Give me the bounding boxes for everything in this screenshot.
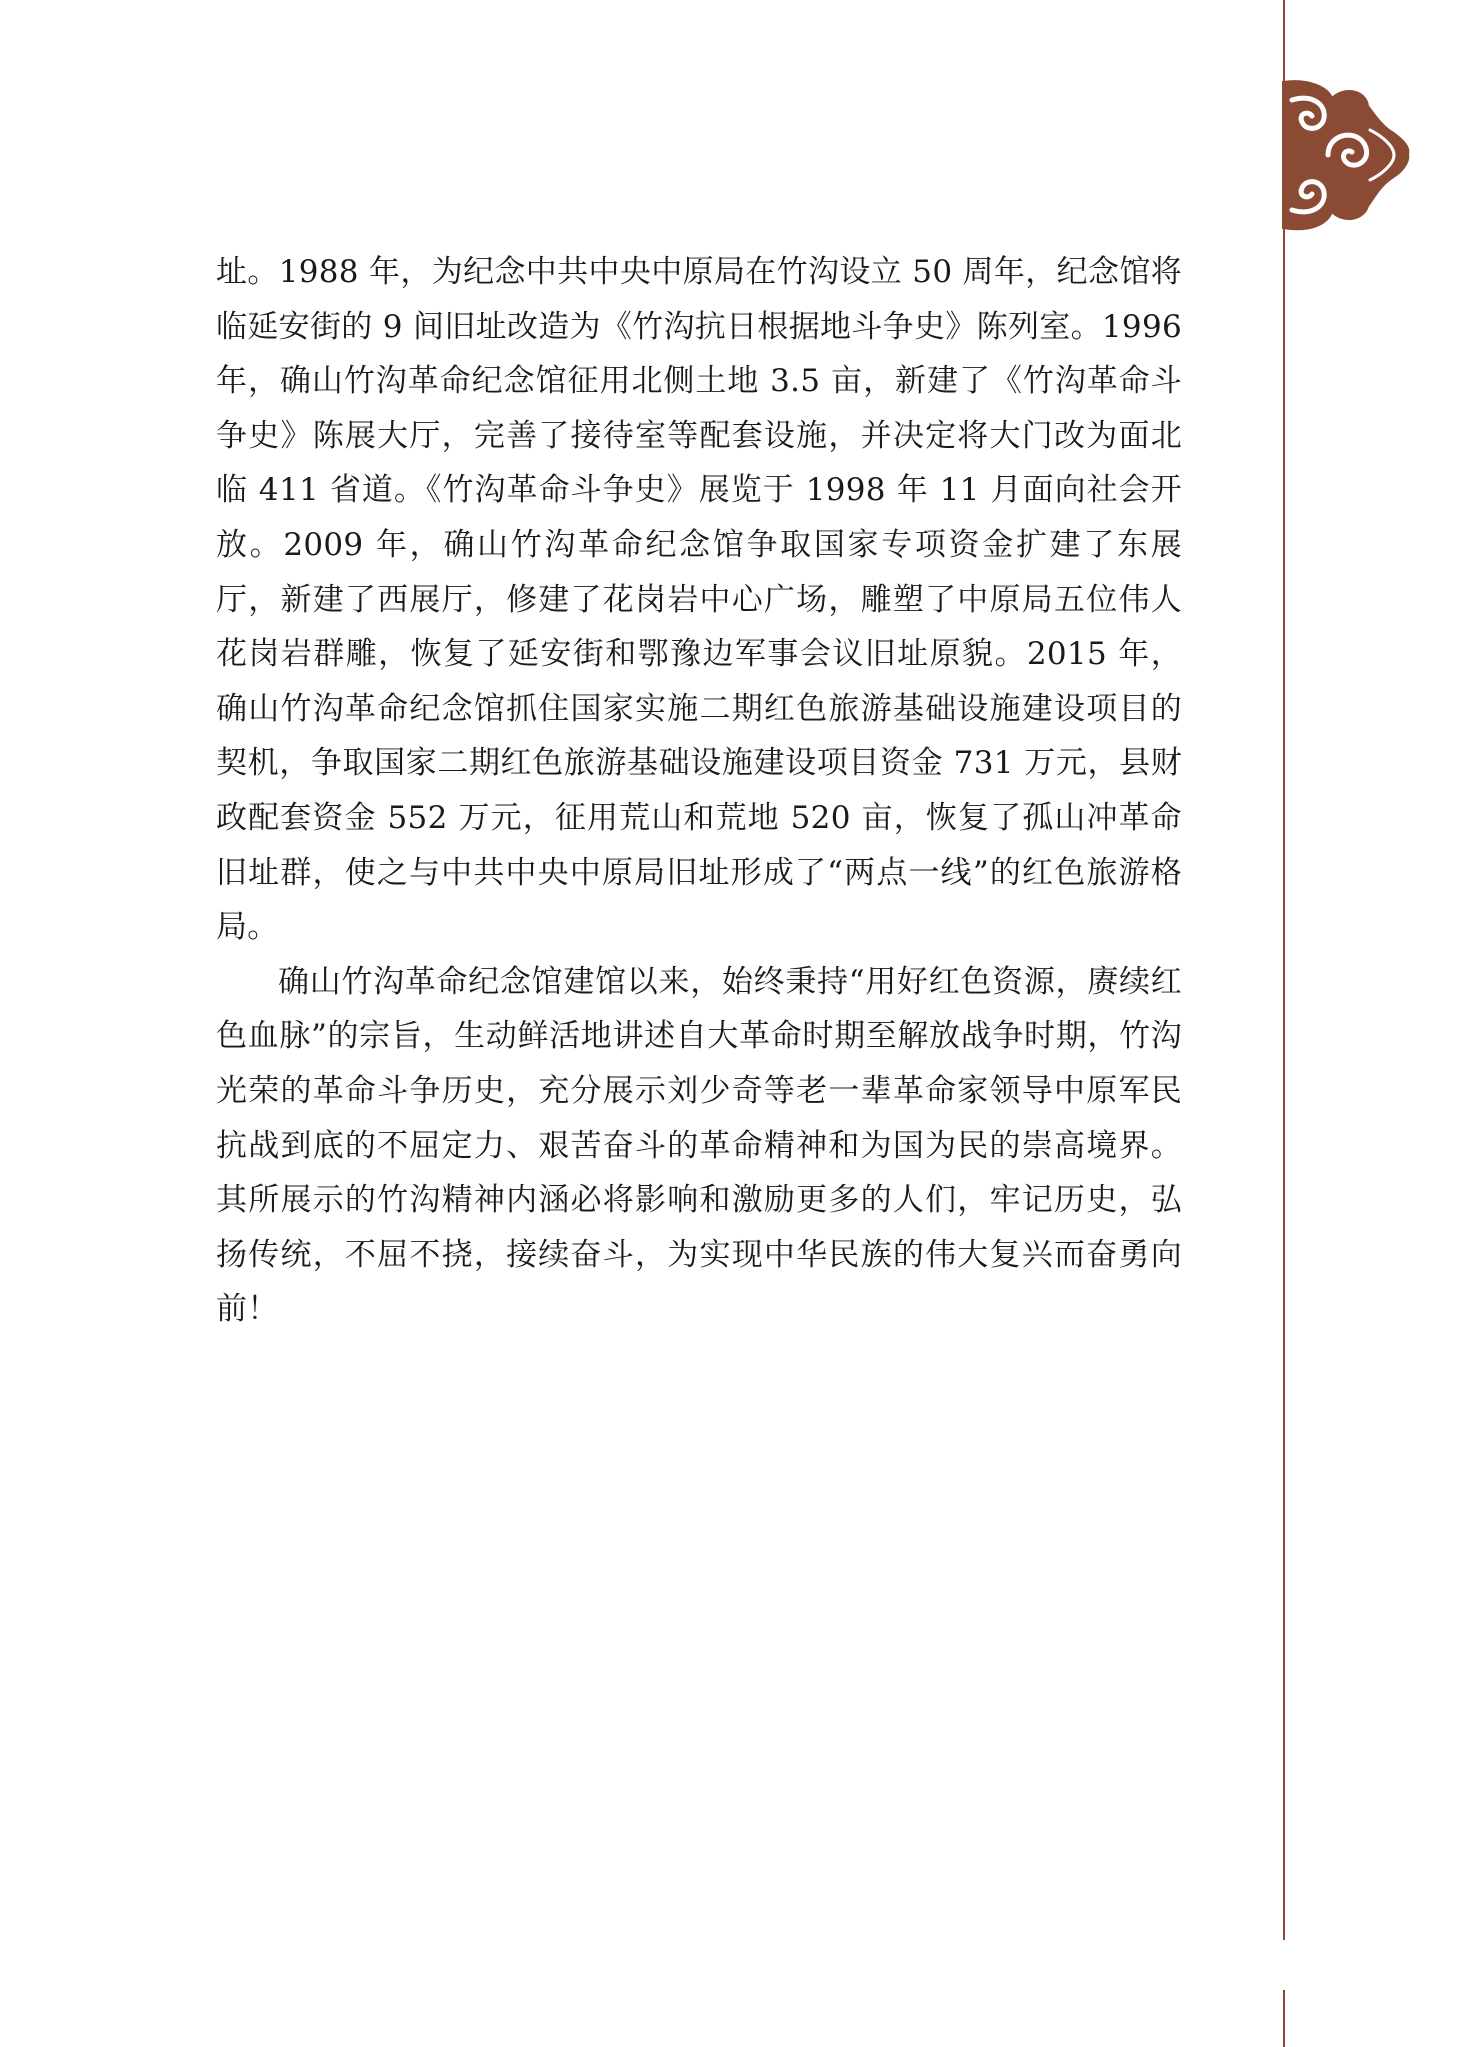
margin-rule-lower	[1283, 1990, 1285, 2047]
paragraph: 确山竹沟革命纪念馆建馆以来，始终秉持“用好红色资源，赓续红色血脉”的宗旨，生动鲜活地讲述自大革命时期至解放战争时期，竹沟光荣的革命斗争历史，充分展示刘少奇等老一辈革命家领导中原军民抗战到底的不屈定力、艰苦奋斗的革命精神和为国为民的崇高境界。其所展示的竹沟精神内涵必将影响和激励更多的人们，牢记历史，弘扬传统，不屈不挠，接续奋斗，为实现中华民族的伟大复兴而奋勇向前！	[216, 963, 1182, 1328]
cloud-scroll-icon	[1270, 70, 1420, 240]
body-text	[216, 245, 1182, 1337]
paragraph: 址。1988 年，为纪念中共中央中原局在竹沟设立 50 周年，纪念馆将临延安街的 9 间旧址改造为《竹沟抗日根据地斗争史》陈列室。1996 年，确山竹沟革命纪念馆征用北侧土地 3.5 亩，新建了《竹沟革命斗争史》陈展大厅，完善了接待室等配套设施，并决定将大门改为面北临 411 省道。《竹沟革命斗争史》展览于 1998 年 11 月面向社会开放。2009 年，确山竹沟革命纪念馆争取国家专项资金扩建了东展厅，新建了西展厅，修建了花岗岩中心广场，雕塑了中原局五位伟人花岗岩群雕，恢复了延安街和鄂豫边军事会议旧址原貌。2015 年，确山竹沟革命纪念馆抓住国家实施二期红色旅游基础设施建设项目的契机，争取国家二期红色旅游基础设施建设项目资金 731 万元，县财政配套资金 552 万元，征用荒山和荒地 520 亩，恢复了孤山冲革命旧址群，使之与中共中央中原局旧址形成了“两点一线”的红色旅游格局。	[216, 254, 1182, 946]
margin-rule	[1283, 0, 1285, 1940]
